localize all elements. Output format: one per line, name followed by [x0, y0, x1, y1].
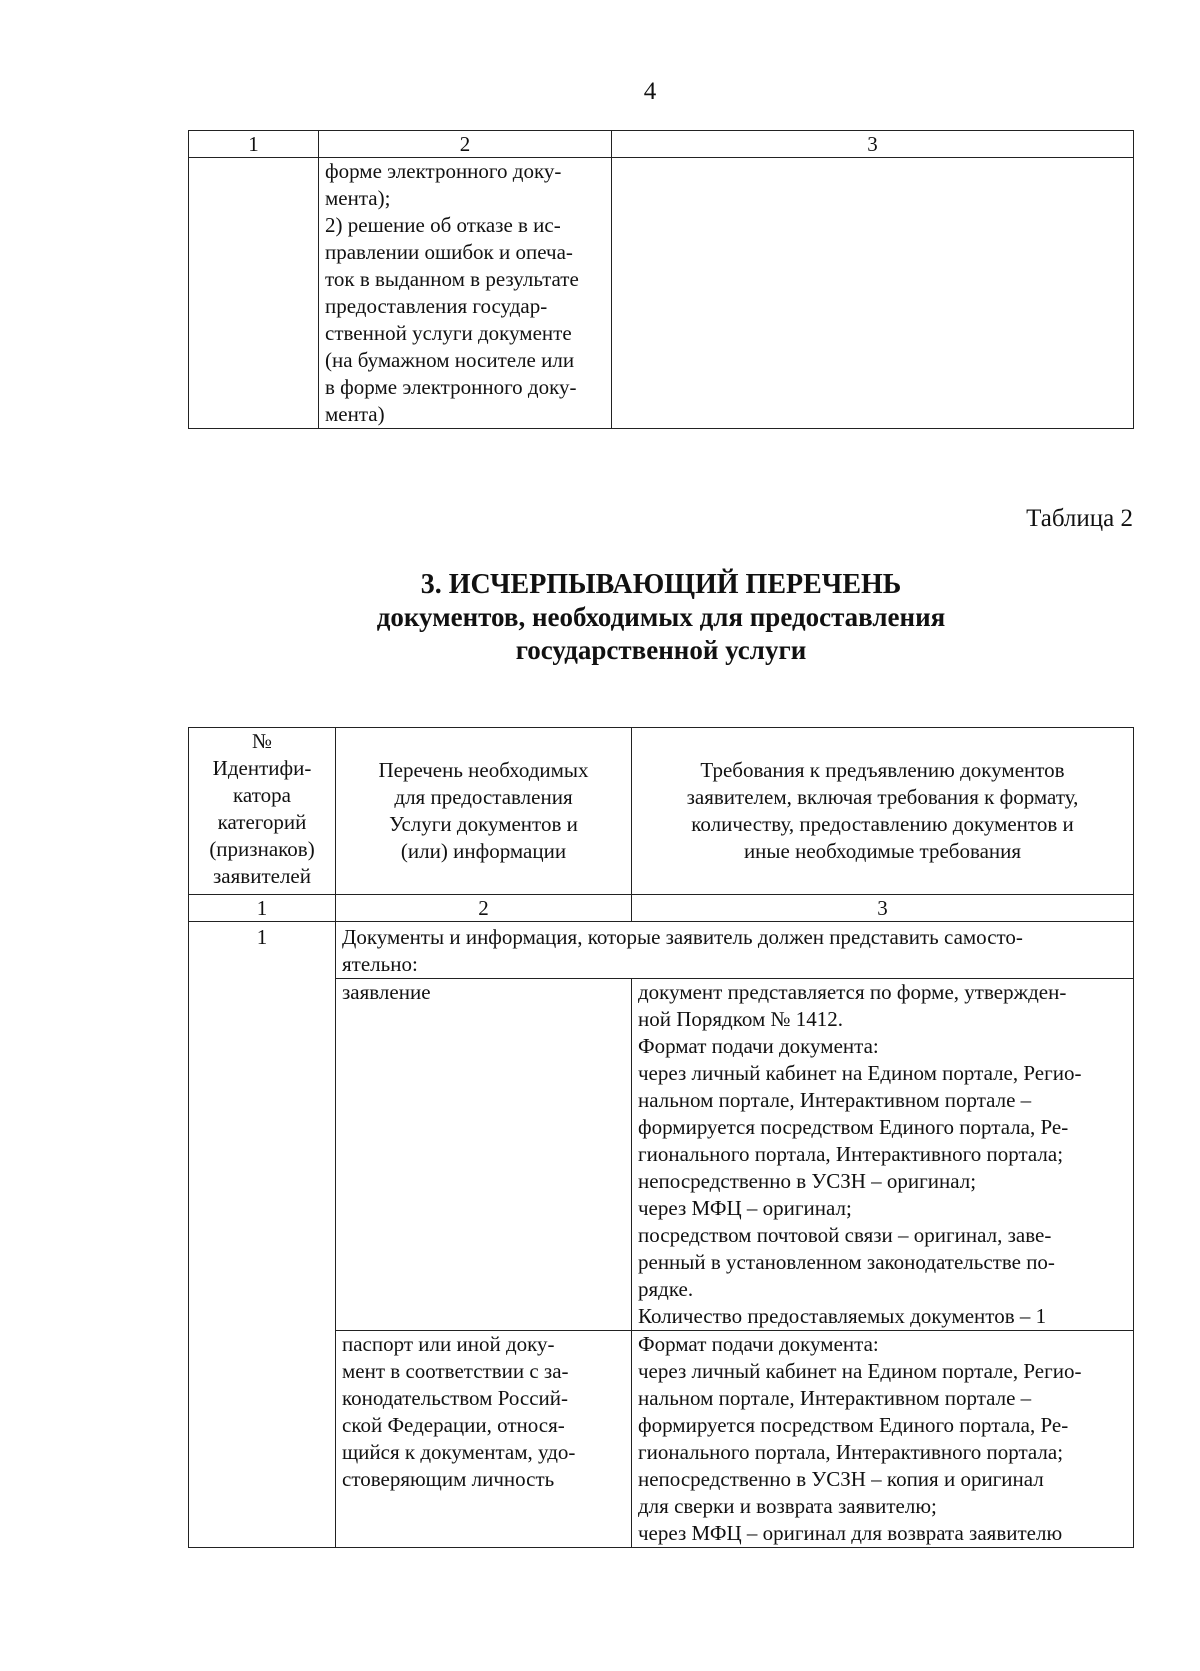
cell-line: (на бумажном носителе или: [325, 348, 575, 372]
cell-line: Формат подачи документа:: [638, 1332, 879, 1356]
group-title-line: Документы и информация, которые заявитель должен представить самосто-: [342, 925, 1023, 949]
cell-line: Количество предоставляемых документов – 1: [638, 1304, 1047, 1328]
cell-line: щийся к документам, удо-: [342, 1440, 576, 1464]
header-cell: [336, 728, 632, 895]
header-line: категорий: [217, 810, 307, 834]
header-line: №: [251, 729, 273, 753]
cell-line: мент в соответствии с за-: [342, 1359, 569, 1383]
cell-line: через МФЦ – оригинал для возврата заявителю: [638, 1521, 1063, 1545]
group-title-cell: [336, 922, 1134, 979]
document-cell: [336, 979, 632, 1331]
header-line: Требования к предъявлению документов: [700, 758, 1065, 782]
header-cell: [189, 728, 336, 895]
cell-line: через личный кабинет на Едином портале, Регио-: [638, 1359, 1082, 1383]
document-cell: [336, 1331, 632, 1548]
cell-line: рядке.: [638, 1277, 694, 1301]
column-number: 1: [189, 895, 336, 922]
header-line: заявителей: [213, 864, 311, 888]
cell-line: через личный кабинет на Едином портале, Регио-: [638, 1061, 1082, 1085]
section-subtitle-line: документов, необходимых для предоставления: [376, 602, 946, 632]
header-line: Перечень необходимых: [378, 758, 589, 782]
section-subtitle-line: государственной услуги: [515, 635, 807, 665]
requirements-cell: [632, 1331, 1134, 1548]
cell-line: непосредственно в УСЗН – оригинал;: [638, 1169, 977, 1193]
table-caption: Таблица 2: [1026, 505, 1133, 532]
column-number-row: [189, 131, 1134, 158]
cell-line: мента);: [325, 186, 391, 210]
cell-line: ренный в установленном законодательстве по-: [638, 1250, 1055, 1274]
cell-line: ственной услуги документе: [325, 321, 572, 345]
column-number: 1: [189, 131, 319, 158]
column-number: 3: [612, 131, 1134, 158]
column-number: 2: [336, 895, 632, 922]
table-header-row: [189, 728, 1134, 895]
cell-line: нальном портале, Интерактивном портале –: [638, 1088, 1032, 1112]
page-number: 4: [643, 78, 657, 105]
cell-line: Формат подачи документа:: [638, 1034, 879, 1058]
cell-line: предоставления государ-: [325, 294, 548, 318]
cell-line: посредством почтовой связи – оригинал, заве-: [638, 1223, 1052, 1247]
group-row: [189, 922, 1134, 979]
header-line: Услуги документов и: [389, 812, 578, 836]
cell-line: правлении ошибок и опеча-: [325, 240, 573, 264]
header-line: (признаков): [209, 837, 315, 861]
column-number: 2: [319, 131, 612, 158]
header-line: количеству, предоставлению документов и: [691, 812, 1074, 836]
table-cell: [319, 158, 612, 429]
table-cell: [189, 158, 319, 429]
documents-table: [188, 727, 1134, 1548]
cell-line: через МФЦ – оригинал;: [638, 1196, 852, 1220]
cell-line: в форме электронного доку-: [325, 375, 577, 399]
section-title-line: 3. ИСЧЕРПЫВАЮЩИЙ ПЕРЕЧЕНЬ: [420, 569, 902, 600]
cell-line: мента): [325, 402, 385, 426]
header-line: для предоставления: [394, 785, 573, 809]
cell-line: стоверяющим личность: [342, 1467, 555, 1491]
cell-line: ской Федерации, относя-: [342, 1413, 565, 1437]
header-line: иные необходимые требования: [743, 839, 1022, 863]
cell-line: гионального портала, Интерактивного портала;: [638, 1440, 1064, 1464]
header-line: (или) информации: [400, 839, 567, 863]
table-row: [189, 158, 1134, 429]
header-line: катора: [233, 783, 291, 807]
section-title: [188, 568, 1134, 667]
cell-line: форме электронного доку-: [325, 159, 562, 183]
cell-line: нальном портале, Интерактивном портале –: [638, 1386, 1032, 1410]
cell-line: непосредственно в УСЗН – копия и оригинал: [638, 1467, 1044, 1491]
cell-line: формируется посредством Единого портала, Ре-: [638, 1115, 1069, 1139]
table-cell: [612, 158, 1134, 429]
continuation-table: [188, 130, 1134, 429]
cell-line: конодательством Россий-: [342, 1386, 568, 1410]
column-number-row: [189, 895, 1134, 922]
group-id-cell: 1: [189, 922, 336, 1548]
cell-line: для сверки и возврата заявителю;: [638, 1494, 937, 1518]
header-line: Идентифи-: [212, 756, 312, 780]
header-cell: [632, 728, 1134, 895]
cell-line: заявление: [342, 980, 431, 1004]
header-line: заявителем, включая требования к формату,: [686, 785, 1079, 809]
column-number: 3: [632, 895, 1134, 922]
group-title-line: ятельно:: [342, 952, 418, 976]
cell-line: ток в выданном в результате: [325, 267, 579, 291]
cell-line: гионального портала, Интерактивного портала;: [638, 1142, 1064, 1166]
cell-line: 2) решение об отказе в ис-: [325, 213, 561, 237]
cell-line: паспорт или иной доку-: [342, 1332, 555, 1356]
requirements-cell: [632, 979, 1134, 1331]
cell-line: формируется посредством Единого портала, Ре-: [638, 1413, 1069, 1437]
cell-line: ной Порядком № 1412.: [638, 1007, 844, 1031]
cell-line: документ представляется по форме, утвержден-: [638, 980, 1067, 1004]
